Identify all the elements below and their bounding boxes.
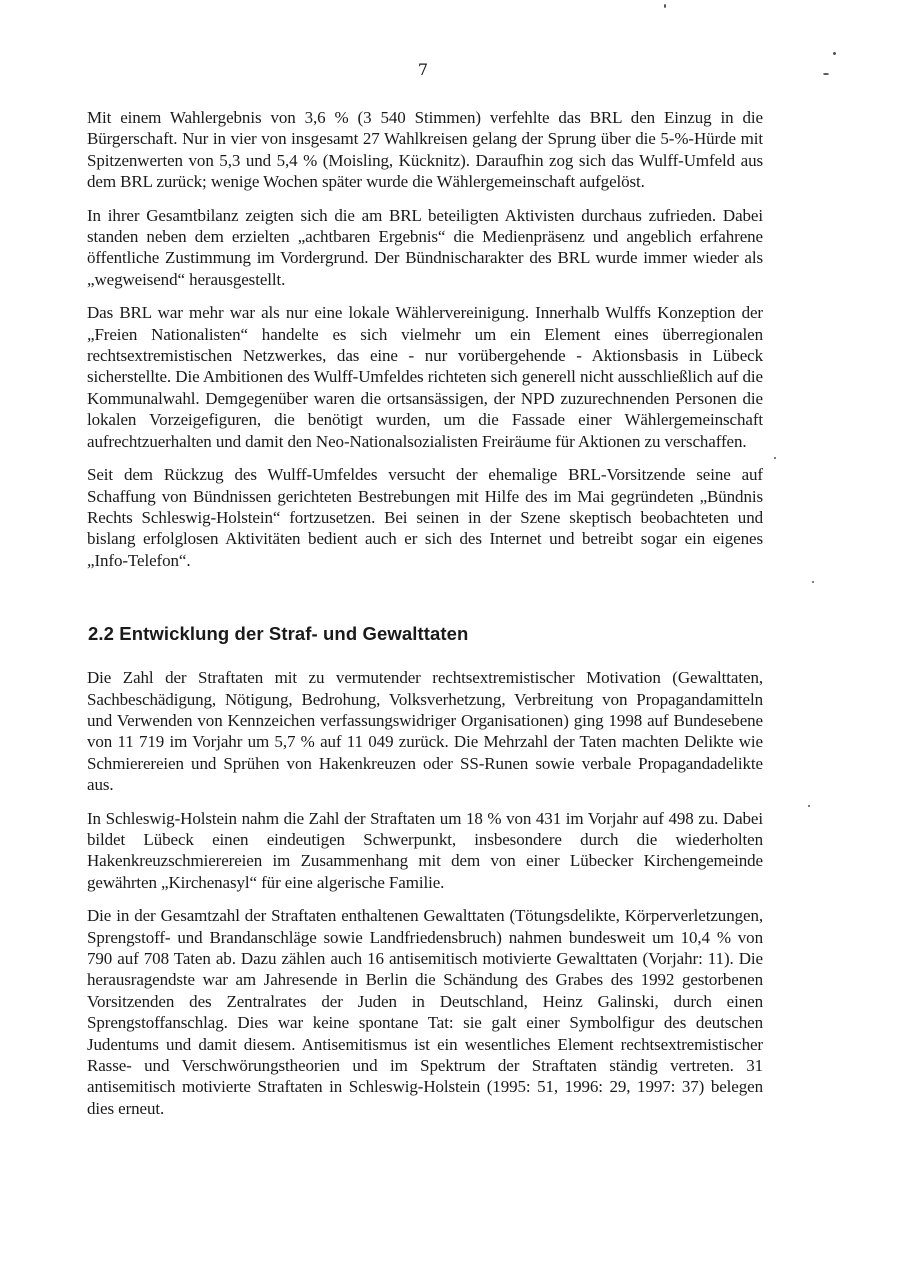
page-number: 7 xyxy=(417,60,429,79)
scan-speck xyxy=(833,52,836,55)
paragraph-schleswig-holstein: In Schleswig-Holstein nahm die Zahl der Straftaten um 18 % von 431 im Vorjahr auf 498 zu. Dabei bildet Lübeck einen eindeutigen Schwerpunkt, insbesondere durch die wiederholten Hakenkreuzschmierereien im Zusammenhang mit dem von einer Lübecker Kirchengemeinde gewährten „Kirchenasyl“ für eine algerische Familie. xyxy=(87,808,763,892)
scan-speck xyxy=(823,73,829,75)
paragraph-violent-crimes: Die in der Gesamtzahl der Straftaten enthaltenen Gewalttaten (Tötungsdelikte, Körperverletzungen, Sprengstoff- und Brandanschläge sowie Landfriedensbruch) nahmen bundesweit um 10,4 % von 790 auf 708 Taten ab. Dazu zählen auch 16 antisemitisch motivierte Gewalttaten (Vorjahr: 11). Die herausragendste war am Jahresende in Berlin die Schändung des Grabes des 1992 gestorbenen Vorsitzenden des Zentralrates der Juden in Deutschland, Heinz Galinski, durch einen Sprengstoffanschlag. Dies war keine spontane Tat: sie galt einer Symbolfigur des deutschen Judentums und damit diesem. Antisemitismus ist ein wesentliches Element rechtsextremistischer Rasse- und Verschwörungstheorien und im Spektrum der Straftaten ständig vertreten. 31 antisemitisch motivierte Straftaten in Schleswig-Holstein (1995: 51, 1996: 29, 1997: 37) belegen dies erneut. xyxy=(87,906,763,1118)
scan-speck xyxy=(774,457,776,459)
paragraph-crime-statistics: Die Zahl der Straftaten mit zu vermutender rechtsextremistischer Motivation (Gewalttaten, Sachbeschädigung, Nötigung, Bedrohung, Volksverhetzung, Verbreitung von Propagandamitteln und Verwenden von Kennzeichen verfassungswidriger Organisationen) ging 1998 auf Bundesebene von 11 719 im Vorjahr um 5,7 % auf 11 049 zurück. Die Mehrzahl der Taten machten Delikte wie Schmierereien und Sprühen von Hakenkreuzen oder SS-Runen sowie verbale Propagandadelikte aus. xyxy=(87,668,763,795)
paragraph-brl-network: Das BRL war mehr war als nur eine lokale Wählervereinigung. Innerhalb Wulffs Konzeption der „Freien Nationalisten“ handelte es sich vielmehr um ein Element eines überregionalen rechtsextremistischen Netzwerkes, das eine - nur vorübergehende - Aktionsbasis in Lübeck sicherstellte. Die Ambitionen des Wulff-Umfeldes richteten sich generell nicht ausschließlich auf die Kommunalwahl. Demgegenüber waren die ortsansässigen, der NPD zuzurechnenden Personen die lokalen Vorzeigefiguren, die benötigt wurden, um die Fassade einer Wählergemeinschaft aufrechtzuerhalten und damit den Neo-Nationalsozialisten Freiräume für Aktionen zu verschaffen. xyxy=(87,303,763,451)
scan-speck xyxy=(808,805,810,807)
paragraph-election-result: Mit einem Wahlergebnis von 3,6 % (3 540 Stimmen) verfehlte das BRL den Einzug in die Bürgerschaft. Nur in vier von insgesamt 27 Wahlkreisen gelang der Sprung über die 5-%-Hürde mit Spitzenwerten von 5,3 und 5,4 % (Moisling, Kücknitz). Daraufhin zog sich das Wulff-Umfeld aus dem BRL zurück; wenige Wochen später wurde die Wählergemeinschaft aufgelöst. xyxy=(87,108,763,192)
section-heading: 2.2 Entwicklung der Straf- und Gewalttaten xyxy=(88,623,469,645)
scan-speck xyxy=(812,581,814,583)
paragraph-overall-assessment: In ihrer Gesamtbilanz zeigten sich die am BRL beteiligten Aktivisten durchaus zufrieden. Dabei standen neben dem erzielten „achtbaren Ergebnis“ die Medienpräsenz und angeblich erfahrene öffentliche Zustimmung im Vordergrund. Der Bündnischarakter des BRL wurde immer wieder als „wegweisend“ herausgestellt. xyxy=(87,205,763,289)
paragraph-alliance-efforts: Seit dem Rückzug des Wulff-Umfeldes versucht der ehemalige BRL-Vorsitzende seine auf Schaffung von Bündnissen gerichteten Bestrebungen mit Hilfe des im Mai gegründeten „Bündnis Rechts Schleswig-Holstein“ fortzusetzen. Bei seinen in der Szene skeptisch beobachteten und bislang erfolglosen Aktivitäten bedient auch er sich des Internet und betreibt sogar ein eigenes „Info-Telefon“. xyxy=(87,465,763,570)
scan-speck xyxy=(664,4,666,8)
document-body xyxy=(87,107,763,1131)
